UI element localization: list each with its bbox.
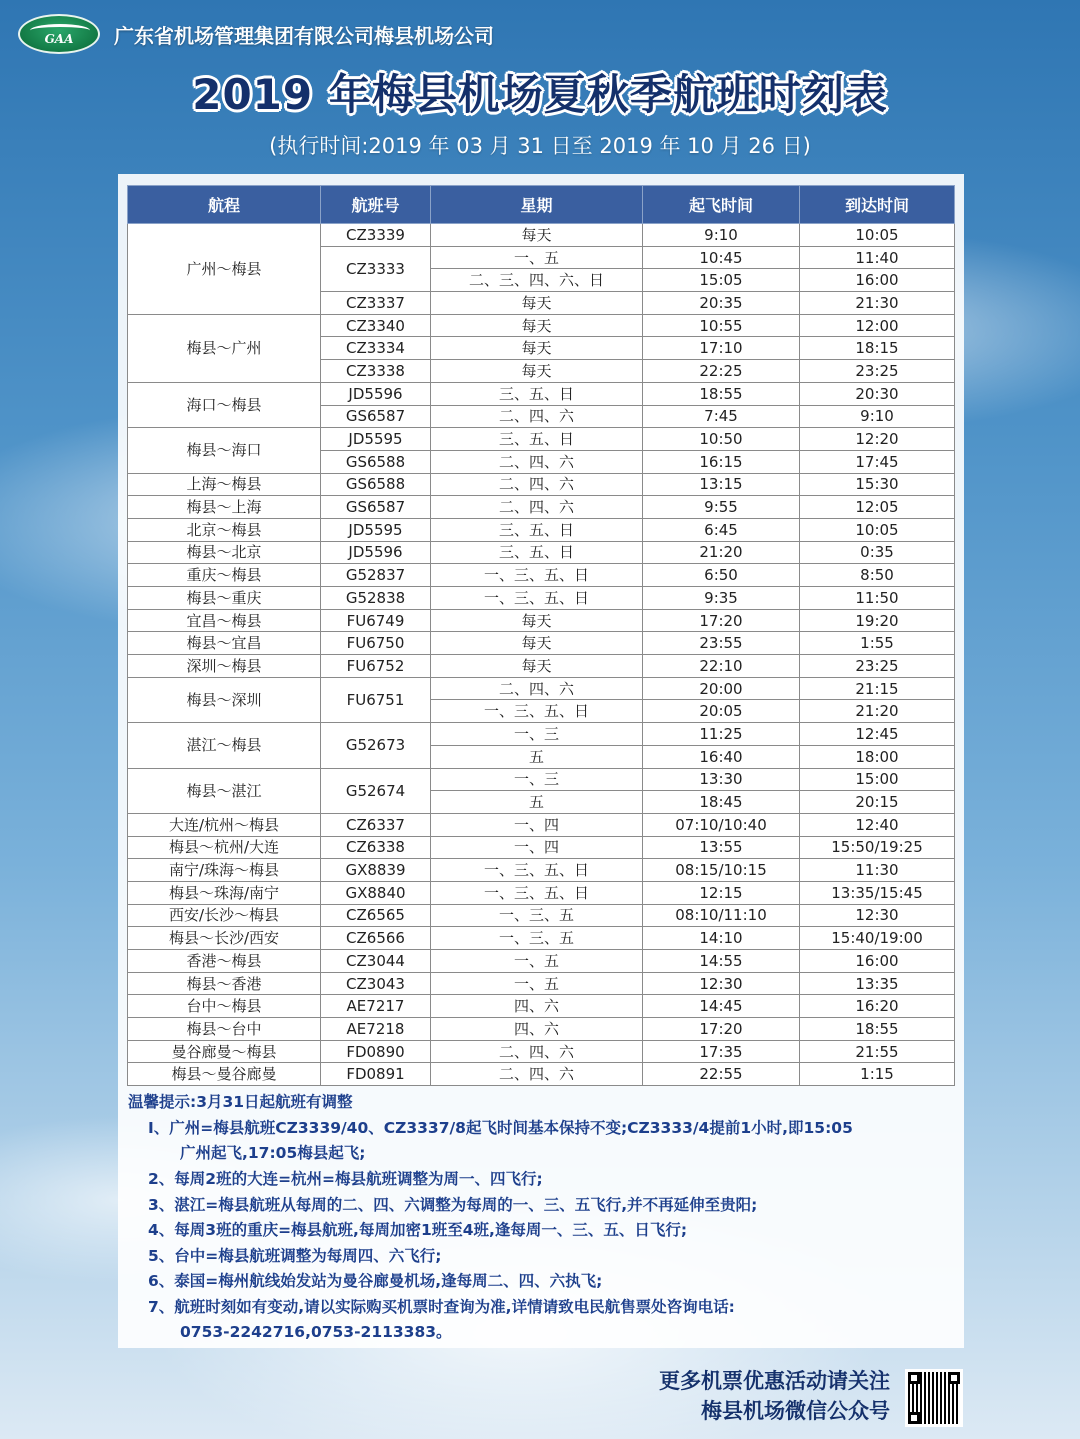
weekdays-cell: 二、三、四、六、日 bbox=[431, 269, 643, 292]
weekdays-cell: 二、四、六 bbox=[431, 405, 643, 428]
arrival-cell: 18:55 bbox=[800, 1018, 955, 1041]
arrival-cell: 0:35 bbox=[800, 541, 955, 564]
departure-cell: 7:45 bbox=[643, 405, 800, 428]
note-item: 3、湛江=梅县航班从每周的二、四、六调整为每周的一、三、五飞行,并不再延伸至贵阳; bbox=[148, 1195, 758, 1214]
flight-no-cell: CZ3334 bbox=[321, 337, 431, 360]
route-cell: 梅县～台中 bbox=[128, 1018, 321, 1041]
route-cell: 湛江～梅县 bbox=[128, 723, 321, 768]
route-cell: 梅县～海口 bbox=[128, 428, 321, 473]
weekdays-cell: 一、五 bbox=[431, 246, 643, 269]
note-item: 2、每周2班的大连=杭州=梅县航班调整为周一、四飞行; bbox=[148, 1169, 543, 1188]
table-row bbox=[128, 950, 955, 973]
arrival-cell: 15:30 bbox=[800, 473, 955, 496]
departure-cell: 18:45 bbox=[643, 791, 800, 814]
weekdays-cell: 一、三 bbox=[431, 768, 643, 791]
route-cell: 梅县～曼谷廊曼 bbox=[128, 1063, 321, 1086]
table-row bbox=[128, 314, 955, 337]
column-header-weekdays: 星期 bbox=[431, 186, 643, 224]
flight-no-cell: GX8839 bbox=[321, 859, 431, 882]
arrival-cell: 13:35 bbox=[800, 972, 955, 995]
flight-no-cell: FU6750 bbox=[321, 632, 431, 655]
departure-cell: 20:05 bbox=[643, 700, 800, 723]
arrival-cell: 18:15 bbox=[800, 337, 955, 360]
table-row bbox=[128, 473, 955, 496]
flight-no-cell: GS6587 bbox=[321, 496, 431, 519]
phone-numbers: 0753-2242716,0753-2113383。 bbox=[180, 1323, 452, 1342]
column-header-departure: 起飞时间 bbox=[643, 186, 800, 224]
weekdays-cell: 一、三、五、日 bbox=[431, 859, 643, 882]
arrival-cell: 16:00 bbox=[800, 950, 955, 973]
flight-no-cell: CZ3044 bbox=[321, 950, 431, 973]
page-title: 2019 年梅县机场夏秋季航班时刻表 bbox=[192, 70, 888, 119]
table-row bbox=[128, 655, 955, 678]
note-item: 4、每周3班的重庆=梅县航班,每周加密1班至4班,逢每周一、三、五、日飞行; bbox=[148, 1221, 688, 1240]
departure-cell: 14:55 bbox=[643, 950, 800, 973]
flight-no-cell: CZ3339 bbox=[321, 224, 431, 247]
weekdays-cell: 每天 bbox=[431, 360, 643, 383]
arrival-cell: 11:50 bbox=[800, 587, 955, 610]
table-header-row bbox=[128, 186, 955, 224]
route-cell: 大连/杭州～梅县 bbox=[128, 813, 321, 836]
departure-cell: 13:30 bbox=[643, 768, 800, 791]
notes-heading: 温馨提示:3月31日起航班有调整 bbox=[128, 1093, 353, 1112]
arrival-cell: 12:40 bbox=[800, 813, 955, 836]
flight-no-cell: CZ6337 bbox=[321, 813, 431, 836]
arrival-cell: 11:30 bbox=[800, 859, 955, 882]
table-row bbox=[128, 677, 955, 700]
arrival-cell: 21:55 bbox=[800, 1040, 955, 1063]
weekdays-cell: 一、五 bbox=[431, 972, 643, 995]
flight-no-cell: CZ3338 bbox=[321, 360, 431, 383]
route-cell: 宜昌～梅县 bbox=[128, 609, 321, 632]
arrival-cell: 12:20 bbox=[800, 428, 955, 451]
table-row bbox=[128, 836, 955, 859]
departure-cell: 11:25 bbox=[643, 723, 800, 746]
note-item: 5、台中=梅县航班调整为每周四、六飞行; bbox=[148, 1246, 442, 1265]
departure-cell: 20:00 bbox=[643, 677, 800, 700]
arrival-cell: 1:15 bbox=[800, 1063, 955, 1086]
table-row bbox=[128, 382, 955, 405]
weekdays-cell: 三、五、日 bbox=[431, 541, 643, 564]
departure-cell: 12:15 bbox=[643, 881, 800, 904]
departure-cell: 17:20 bbox=[643, 1018, 800, 1041]
route-cell: 台中～梅县 bbox=[128, 995, 321, 1018]
weekdays-cell: 每天 bbox=[431, 337, 643, 360]
table-row bbox=[128, 768, 955, 791]
promo-line-1: 更多机票优惠活动请关注 bbox=[659, 1369, 890, 1393]
departure-cell: 17:20 bbox=[643, 609, 800, 632]
flight-no-cell: CZ6566 bbox=[321, 927, 431, 950]
schedule-panel bbox=[118, 174, 964, 1348]
promo-text bbox=[659, 1366, 890, 1426]
departure-cell: 08:15/10:15 bbox=[643, 859, 800, 882]
departure-cell: 22:10 bbox=[643, 655, 800, 678]
arrival-cell: 11:40 bbox=[800, 246, 955, 269]
departure-cell: 9:10 bbox=[643, 224, 800, 247]
route-cell: 梅县～重庆 bbox=[128, 587, 321, 610]
route-cell: 曼谷廊曼～梅县 bbox=[128, 1040, 321, 1063]
departure-cell: 9:55 bbox=[643, 496, 800, 519]
column-header-route: 航程 bbox=[128, 186, 321, 224]
weekdays-cell: 五 bbox=[431, 745, 643, 768]
table-row bbox=[128, 224, 955, 247]
note-item: 7、航班时刻如有变动,请以实际购买机票时查询为准,详情请致电民航售票处咨询电话: bbox=[148, 1297, 735, 1316]
weekdays-cell: 二、四、六 bbox=[431, 473, 643, 496]
table-row bbox=[128, 1018, 955, 1041]
departure-cell: 13:55 bbox=[643, 836, 800, 859]
departure-cell: 08:10/11:10 bbox=[643, 904, 800, 927]
weekdays-cell: 一、五 bbox=[431, 950, 643, 973]
route-cell: 梅县～广州 bbox=[128, 314, 321, 382]
flight-no-cell: FU6752 bbox=[321, 655, 431, 678]
table-row bbox=[128, 904, 955, 927]
flight-no-cell: FD0891 bbox=[321, 1063, 431, 1086]
table-row bbox=[128, 859, 955, 882]
weekdays-cell: 四、六 bbox=[431, 995, 643, 1018]
weekdays-cell: 四、六 bbox=[431, 1018, 643, 1041]
departure-cell: 20:35 bbox=[643, 292, 800, 315]
table-row bbox=[128, 1040, 955, 1063]
arrival-cell: 15:40/19:00 bbox=[800, 927, 955, 950]
flight-no-cell: G52838 bbox=[321, 587, 431, 610]
table-row bbox=[128, 541, 955, 564]
table-row bbox=[128, 972, 955, 995]
departure-cell: 10:45 bbox=[643, 246, 800, 269]
departure-cell: 10:50 bbox=[643, 428, 800, 451]
weekdays-cell: 一、四 bbox=[431, 813, 643, 836]
note-item-continued: 广州起飞,17:05梅县起飞; bbox=[180, 1144, 366, 1163]
route-cell: 梅县～长沙/西安 bbox=[128, 927, 321, 950]
flight-no-cell: JD5596 bbox=[321, 382, 431, 405]
weekdays-cell: 二、四、六 bbox=[431, 1063, 643, 1086]
arrival-cell: 1:55 bbox=[800, 632, 955, 655]
table-row bbox=[128, 428, 955, 451]
departure-cell: 13:15 bbox=[643, 473, 800, 496]
route-cell: 西安/长沙～梅县 bbox=[128, 904, 321, 927]
weekdays-cell: 一、三、五、日 bbox=[431, 564, 643, 587]
arrival-cell: 15:50/19:25 bbox=[800, 836, 955, 859]
qr-finder-pattern bbox=[908, 1412, 920, 1424]
flight-no-cell: GS6588 bbox=[321, 473, 431, 496]
weekdays-cell: 每天 bbox=[431, 292, 643, 315]
departure-cell: 9:35 bbox=[643, 587, 800, 610]
weekdays-cell: 二、四、六 bbox=[431, 1040, 643, 1063]
flight-no-cell: G52837 bbox=[321, 564, 431, 587]
flight-no-cell: CZ3043 bbox=[321, 972, 431, 995]
arrival-cell: 8:50 bbox=[800, 564, 955, 587]
qr-code-icon[interactable] bbox=[905, 1369, 963, 1427]
route-cell: 深圳～梅县 bbox=[128, 655, 321, 678]
table-row bbox=[128, 496, 955, 519]
arrival-cell: 21:20 bbox=[800, 700, 955, 723]
weekdays-cell: 二、四、六 bbox=[431, 450, 643, 473]
flight-no-cell: FD0890 bbox=[321, 1040, 431, 1063]
column-header-flight-no: 航班号 bbox=[321, 186, 431, 224]
arrival-cell: 12:30 bbox=[800, 904, 955, 927]
departure-cell: 23:55 bbox=[643, 632, 800, 655]
flight-no-cell: CZ3340 bbox=[321, 314, 431, 337]
arrival-cell: 18:00 bbox=[800, 745, 955, 768]
arrival-cell: 20:15 bbox=[800, 791, 955, 814]
weekdays-cell: 二、四、六 bbox=[431, 496, 643, 519]
flight-no-cell: CZ6338 bbox=[321, 836, 431, 859]
weekdays-cell: 一、四 bbox=[431, 836, 643, 859]
flight-no-cell: GS6587 bbox=[321, 405, 431, 428]
flight-no-cell: FU6749 bbox=[321, 609, 431, 632]
note-item: 6、泰国=梅州航线始发站为曼谷廊曼机场,逢每周二、四、六执飞; bbox=[148, 1272, 603, 1291]
qr-finder-pattern bbox=[948, 1372, 960, 1384]
arrival-cell: 19:20 bbox=[800, 609, 955, 632]
departure-cell: 14:10 bbox=[643, 927, 800, 950]
departure-cell: 14:45 bbox=[643, 995, 800, 1018]
gaa-logo bbox=[18, 14, 100, 54]
route-cell: 梅县～北京 bbox=[128, 541, 321, 564]
weekdays-cell: 三、五、日 bbox=[431, 428, 643, 451]
flight-no-cell: G52673 bbox=[321, 723, 431, 768]
table-row bbox=[128, 632, 955, 655]
route-cell: 梅县～上海 bbox=[128, 496, 321, 519]
route-cell: 广州～梅县 bbox=[128, 224, 321, 315]
flight-no-cell: GS6588 bbox=[321, 450, 431, 473]
table-row bbox=[128, 518, 955, 541]
arrival-cell: 12:45 bbox=[800, 723, 955, 746]
table-row bbox=[128, 609, 955, 632]
weekdays-cell: 每天 bbox=[431, 632, 643, 655]
route-cell: 香港～梅县 bbox=[128, 950, 321, 973]
arrival-cell: 16:20 bbox=[800, 995, 955, 1018]
weekdays-cell: 一、三、五、日 bbox=[431, 700, 643, 723]
departure-cell: 16:40 bbox=[643, 745, 800, 768]
weekdays-cell: 每天 bbox=[431, 224, 643, 247]
weekdays-cell: 一、三 bbox=[431, 723, 643, 746]
departure-cell: 18:55 bbox=[643, 382, 800, 405]
weekdays-cell: 一、三、五、日 bbox=[431, 881, 643, 904]
notes-section bbox=[127, 1090, 955, 1346]
arrival-cell: 12:05 bbox=[800, 496, 955, 519]
weekdays-cell: 一、三、五、日 bbox=[431, 587, 643, 610]
departure-cell: 17:10 bbox=[643, 337, 800, 360]
departure-cell: 22:55 bbox=[643, 1063, 800, 1086]
route-cell: 梅县～珠海/南宁 bbox=[128, 881, 321, 904]
arrival-cell: 15:00 bbox=[800, 768, 955, 791]
flight-no-cell: CZ6565 bbox=[321, 904, 431, 927]
departure-cell: 16:15 bbox=[643, 450, 800, 473]
company-name: 广东省机场管理集团有限公司梅县机场公司 bbox=[114, 23, 494, 48]
flight-no-cell: GX8840 bbox=[321, 881, 431, 904]
note-item: I、广州=梅县航班CZ3339/40、CZ3337/8起飞时间基本保持不变;CZ3333/4提前1小时,即15:05 bbox=[148, 1118, 853, 1137]
table-row bbox=[128, 813, 955, 836]
logo-text: GAA bbox=[44, 32, 74, 46]
column-header-arrival: 到达时间 bbox=[800, 186, 955, 224]
departure-cell: 22:25 bbox=[643, 360, 800, 383]
route-cell: 南宁/珠海～梅县 bbox=[128, 859, 321, 882]
departure-cell: 17:35 bbox=[643, 1040, 800, 1063]
arrival-cell: 16:00 bbox=[800, 269, 955, 292]
header bbox=[18, 12, 494, 56]
departure-cell: 6:50 bbox=[643, 564, 800, 587]
weekdays-cell: 每天 bbox=[431, 314, 643, 337]
weekdays-cell: 三、五、日 bbox=[431, 382, 643, 405]
arrival-cell: 17:45 bbox=[800, 450, 955, 473]
qr-finder-pattern bbox=[908, 1372, 920, 1384]
departure-cell: 15:05 bbox=[643, 269, 800, 292]
weekdays-cell: 每天 bbox=[431, 609, 643, 632]
departure-cell: 12:30 bbox=[643, 972, 800, 995]
departure-cell: 07:10/10:40 bbox=[643, 813, 800, 836]
arrival-cell: 13:35/15:45 bbox=[800, 881, 955, 904]
flight-no-cell: FU6751 bbox=[321, 677, 431, 722]
arrival-cell: 21:30 bbox=[800, 292, 955, 315]
flight-no-cell: G52674 bbox=[321, 768, 431, 813]
plane-swoosh-icon bbox=[30, 24, 90, 37]
arrival-cell: 12:00 bbox=[800, 314, 955, 337]
arrival-cell: 10:05 bbox=[800, 224, 955, 247]
weekdays-cell: 每天 bbox=[431, 655, 643, 678]
route-cell: 上海～梅县 bbox=[128, 473, 321, 496]
arrival-cell: 21:15 bbox=[800, 677, 955, 700]
effective-period: (执行时间:2019 年 03 月 31 日至 2019 年 10 月 26 日) bbox=[269, 134, 811, 158]
arrival-cell: 20:30 bbox=[800, 382, 955, 405]
flight-no-cell: AE7217 bbox=[321, 995, 431, 1018]
route-cell: 梅县～湛江 bbox=[128, 768, 321, 813]
departure-cell: 21:20 bbox=[643, 541, 800, 564]
weekdays-cell: 一、三、五 bbox=[431, 904, 643, 927]
table-row bbox=[128, 927, 955, 950]
route-cell: 北京～梅县 bbox=[128, 518, 321, 541]
route-cell: 梅县～宜昌 bbox=[128, 632, 321, 655]
weekdays-cell: 三、五、日 bbox=[431, 518, 643, 541]
flight-no-cell: AE7218 bbox=[321, 1018, 431, 1041]
arrival-cell: 23:25 bbox=[800, 655, 955, 678]
arrival-cell: 10:05 bbox=[800, 518, 955, 541]
table-row bbox=[128, 881, 955, 904]
flight-no-cell: JD5595 bbox=[321, 428, 431, 451]
departure-cell: 6:45 bbox=[643, 518, 800, 541]
arrival-cell: 23:25 bbox=[800, 360, 955, 383]
table-row bbox=[128, 1063, 955, 1086]
weekdays-cell: 五 bbox=[431, 791, 643, 814]
departure-cell: 10:55 bbox=[643, 314, 800, 337]
table-row bbox=[128, 723, 955, 746]
route-cell: 梅县～深圳 bbox=[128, 677, 321, 722]
route-cell: 重庆～梅县 bbox=[128, 564, 321, 587]
flight-no-cell: JD5595 bbox=[321, 518, 431, 541]
route-cell: 海口～梅县 bbox=[128, 382, 321, 427]
promo-line-2: 梅县机场微信公众号 bbox=[701, 1399, 890, 1423]
weekdays-cell: 一、三、五 bbox=[431, 927, 643, 950]
flight-schedule-table bbox=[127, 185, 955, 1086]
route-cell: 梅县～杭州/大连 bbox=[128, 836, 321, 859]
flight-no-cell: CZ3333 bbox=[321, 246, 431, 291]
arrival-cell: 9:10 bbox=[800, 405, 955, 428]
flight-no-cell: JD5596 bbox=[321, 541, 431, 564]
flight-no-cell: CZ3337 bbox=[321, 292, 431, 315]
route-cell: 梅县～香港 bbox=[128, 972, 321, 995]
table-row bbox=[128, 995, 955, 1018]
weekdays-cell: 二、四、六 bbox=[431, 677, 643, 700]
table-row bbox=[128, 564, 955, 587]
table-row bbox=[128, 587, 955, 610]
